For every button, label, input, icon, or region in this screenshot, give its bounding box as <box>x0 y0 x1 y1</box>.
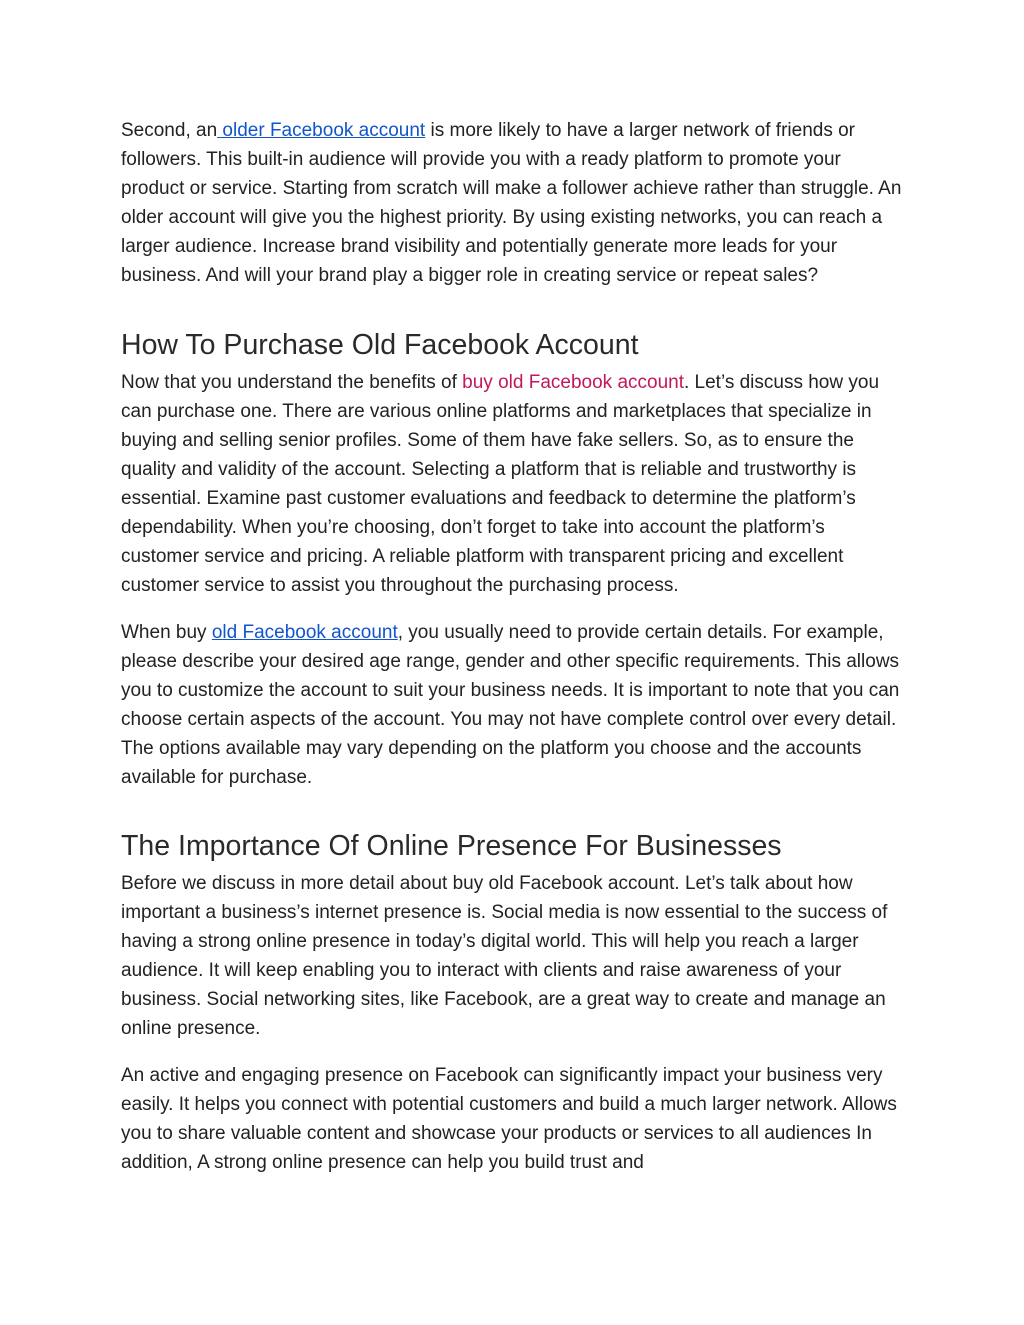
purchase-p1-before: Now that you understand the benefits of <box>121 372 463 393</box>
purchase-p1-after: . Let’s discuss how you can purchase one. There are various online platforms and marketplaces that specialize in buying and selling senior profiles. Some of them have fake sellers. So, as to ensure the quality and validity of the account. Selecting a platform that is reliable and trustworthy is essential. Examine past customer evaluations and feedback to determine the platform’s dependability. When you’re choosing, don’t forget to take into account the platform’s customer service and pricing. A reliable platform with transparent pricing and excellent customer service to assist you throughout the purchasing process. <box>121 372 880 596</box>
intro-paragraph <box>121 116 907 290</box>
presence-paragraph-1: Before we discuss in more detail about buy old Facebook account. Let’s talk about how important a business’s internet presence is. Social media is now essential to the success of having a strong online presence in today’s digital world. This will help you reach a larger audience. It will keep enabling you to interact with clients and raise awareness of your business. Social networking sites, like Facebook, are a great way to create and manage an online presence. <box>121 873 888 1039</box>
buy-old-facebook-account-link[interactable]: buy old Facebook account <box>462 372 684 393</box>
purchase-paragraph-1 <box>121 368 907 600</box>
purchase-p2-after: , you usually need to provide certain details. For example, please describe your desired age range, gender and other specific requirements. This allows you to customize the account to suit your business needs. It is important to note that you can choose certain aspects of the account. You may not have complete control over every detail. The options available may vary depending on the platform you choose and the accounts available for purchase. <box>121 622 900 788</box>
intro-text-before: Second, an <box>121 120 218 141</box>
document-page <box>121 116 907 1177</box>
heading-online-presence: The Importance Of Online Presence For Businesses <box>121 830 782 862</box>
presence-paragraph-2: An active and engaging presence on Facebook can significantly impact your business very easily. It helps you connect with potential customers and build a much larger network. Allows you to share valuable content and showcase your products or services to all audiences In addition, A strong online presence can help you build trust and <box>121 1065 897 1173</box>
purchase-p2-before: When buy <box>121 622 212 643</box>
intro-text-after: is more likely to have a larger network of friends or followers. This built-in audience will provide you with a ready platform to promote your product or service. Starting from scratch will make a follower achieve rather than struggle. An older account will give you the highest priority. By using existing networks, you can reach a larger audience. Increase brand visibility and potentially generate more leads for your business. And will your brand play a bigger role in creating service or repeat sales? <box>121 120 902 286</box>
old-facebook-account-link[interactable]: old Facebook account <box>211 622 398 643</box>
heading-how-to-purchase: How To Purchase Old Facebook Account <box>121 329 639 361</box>
purchase-paragraph-2 <box>121 618 907 792</box>
older-facebook-account-link[interactable]: older Facebook account <box>217 120 426 141</box>
